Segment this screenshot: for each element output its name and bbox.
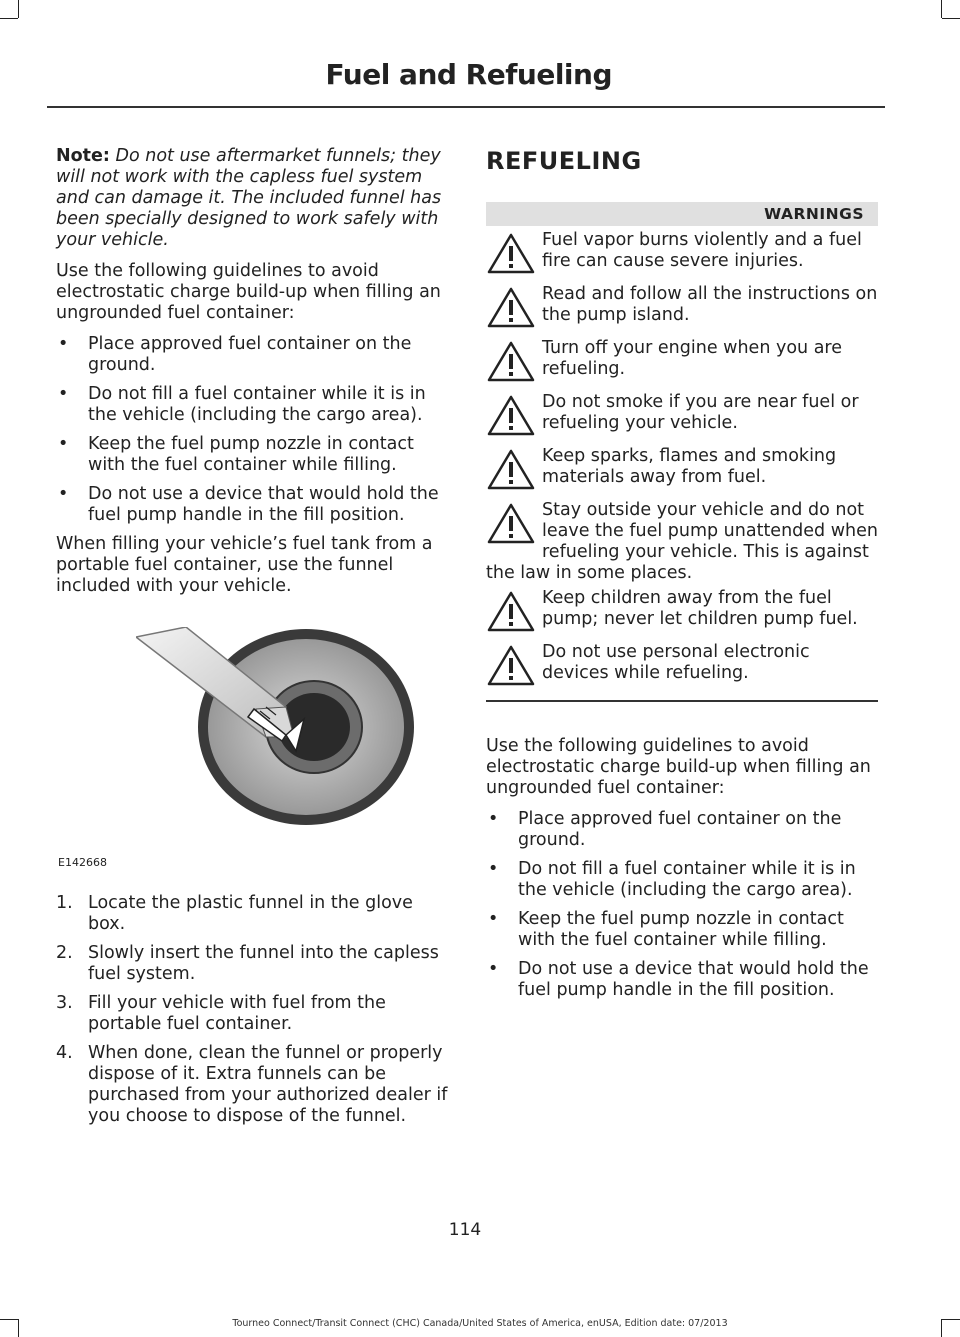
warnings-divider — [486, 700, 878, 702]
warning-text: Turn off your engine when you are refueling. — [542, 338, 842, 379]
edition-footer: Tourneo Connect/Transit Connect (CHC) Canada/United States of America, enUSA, Edition date: 07/2013 — [232, 1318, 728, 1329]
guidelines-intro: Use the following guidelines to avoid electrostatic charge build-up when filling an ungrounded fuel container: — [56, 261, 441, 323]
warning-triangle-icon — [486, 232, 540, 274]
warning-item — [486, 284, 878, 334]
list-item — [486, 909, 878, 951]
note-text: Do not use aftermarket funnels; they will not work with the capless fuel system and can damage it. The included funnel has been specially designed to work safely with your vehicle. — [56, 146, 442, 250]
crop-mark — [942, 18, 960, 19]
warning-text: Keep sparks, flames and smoking materials away from fuel. — [542, 446, 837, 487]
step-text: Slowly insert the funnel into the capless fuel system. — [88, 943, 439, 984]
warning-text: Fuel vapor burns violently and a fuel fire can cause severe injuries. — [542, 230, 862, 271]
step-item — [56, 943, 448, 985]
list-item — [486, 809, 878, 851]
step-number: 2. — [56, 943, 73, 963]
step-number: 1. — [56, 893, 73, 913]
funnel-illustration — [56, 627, 448, 869]
list-item-text: Place approved fuel container on the ground. — [88, 334, 412, 375]
step-text: When done, clean the funnel or properly dispose of it. Extra funnels can be purchased from your authorized dealer if you choose to dispose of the funnel. — [88, 1043, 448, 1126]
bullet-icon: • — [488, 909, 499, 929]
bullet-icon: • — [488, 959, 499, 979]
warning-item — [486, 338, 878, 388]
note-paragraph — [56, 146, 448, 251]
title-rule — [47, 106, 885, 108]
left-column — [56, 146, 448, 1135]
bullet-icon: • — [58, 334, 69, 354]
warning-triangle-icon — [486, 448, 540, 490]
warning-triangle-icon — [486, 394, 540, 436]
warning-text: Do not use personal electronic devices while refueling. — [542, 642, 810, 683]
step-number: 4. — [56, 1043, 73, 1063]
bullet-icon: • — [488, 809, 499, 829]
warning-triangle-icon — [486, 286, 540, 328]
guidelines-list — [486, 809, 878, 1001]
warning-item — [486, 230, 878, 280]
funnel-insert-icon — [136, 627, 426, 827]
crop-mark — [941, 0, 942, 18]
warnings-header: WARNINGS — [486, 202, 878, 226]
warning-item — [486, 588, 878, 638]
warning-triangle-icon — [486, 340, 540, 382]
list-item-text: Place approved fuel container on the ground. — [518, 809, 842, 850]
list-item — [56, 334, 448, 376]
crop-mark — [18, 0, 19, 18]
section-heading: REFUELING — [486, 147, 642, 175]
funnel-paragraph: When filling your vehicle’s fuel tank from a portable fuel container, use the funnel included with your vehicle. — [56, 534, 433, 596]
list-item — [486, 859, 878, 901]
warning-text: Do not smoke if you are near fuel or refueling your vehicle. — [542, 392, 859, 433]
page-title: Fuel and Refueling — [325, 58, 612, 91]
step-text: Locate the plastic funnel in the glove box. — [88, 893, 413, 934]
step-item — [56, 893, 448, 935]
bullet-icon: • — [58, 484, 69, 504]
warning-item — [486, 446, 878, 496]
step-text: Fill your vehicle with fuel from the portable fuel container. — [88, 993, 386, 1034]
list-item — [486, 959, 878, 1001]
list-item — [56, 434, 448, 476]
page-number: 114 — [448, 1220, 482, 1240]
note-label: Note: — [56, 146, 110, 166]
warning-text: Read and follow all the instructions on the pump island. — [542, 284, 878, 325]
list-item-text: Do not fill a fuel container while it is in the vehicle (including the cargo area). — [88, 384, 426, 425]
bullet-icon: • — [58, 434, 69, 454]
warning-item — [486, 500, 878, 584]
warning-text: Keep children away from the fuel pump; never let children pump fuel. — [542, 588, 858, 629]
warning-item — [486, 642, 878, 692]
right-column — [486, 146, 878, 1009]
list-item-text: Do not fill a fuel container while it is in the vehicle (including the cargo area). — [518, 859, 856, 900]
crop-mark — [0, 18, 18, 19]
list-item — [56, 484, 448, 526]
step-item — [56, 1043, 448, 1127]
warning-triangle-icon — [486, 644, 540, 686]
warning-triangle-icon — [486, 590, 540, 632]
bullet-icon: • — [58, 384, 69, 404]
list-item-text: Do not use a device that would hold the fuel pump handle in the fill position. — [518, 959, 869, 1000]
guidelines-intro: Use the following guidelines to avoid electrostatic charge build-up when filling an ungrounded fuel container: — [486, 736, 871, 798]
funnel-steps — [56, 893, 448, 1127]
list-item — [56, 384, 448, 426]
warning-item — [486, 392, 878, 442]
warning-text: Stay outside your vehicle and do not leave the fuel pump unattended when refueling your vehicle. This is against the law in some places. — [486, 500, 878, 583]
list-item-text: Keep the fuel pump nozzle in contact with the fuel container while filling. — [518, 909, 844, 950]
step-number: 3. — [56, 993, 73, 1013]
warning-triangle-icon — [486, 502, 540, 544]
list-item-text: Keep the fuel pump nozzle in contact with the fuel container while filling. — [88, 434, 414, 475]
guidelines-list — [56, 334, 448, 526]
bullet-icon: • — [488, 859, 499, 879]
step-item — [56, 993, 448, 1035]
figure-code: E142668 — [58, 856, 107, 869]
list-item-text: Do not use a device that would hold the fuel pump handle in the fill position. — [88, 484, 439, 525]
